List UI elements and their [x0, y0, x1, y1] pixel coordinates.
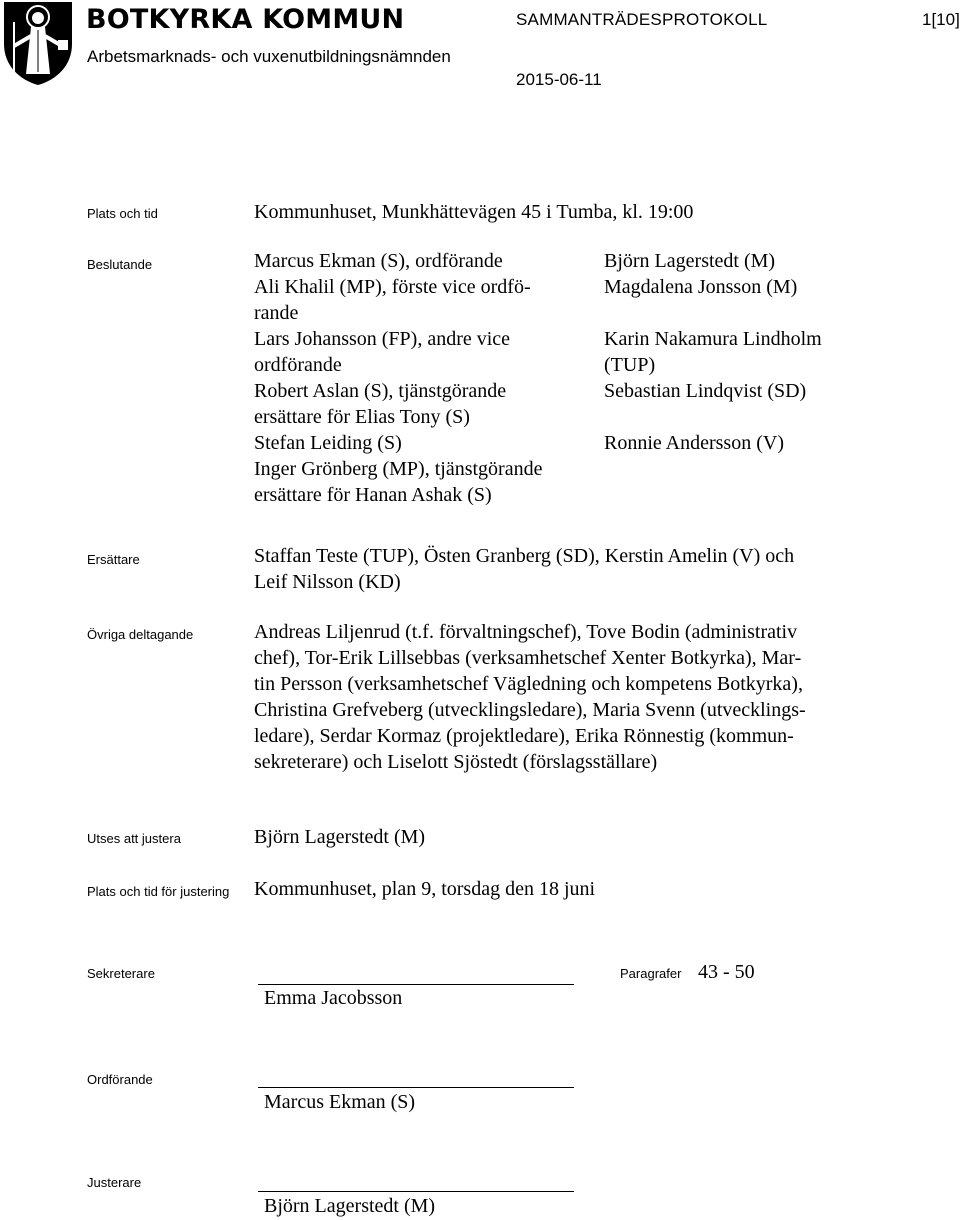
secretary-label: Sekreterare [87, 966, 155, 981]
paragraphs-label: Paragrafer [620, 966, 682, 981]
paragraphs-value: 43 - 50 [698, 961, 755, 983]
chair-label: Ordförande [87, 1072, 153, 1087]
department-name: Arbetsmarknads- och vuxenutbildningsnämnden [87, 47, 451, 66]
member-line: Robert Aslan (S), tjänstgörande [254, 380, 507, 402]
member-line: Ali Khalil (MP), förste vice ordfö- [254, 276, 531, 298]
member-line: ordförande [254, 354, 342, 376]
organization-name: BOTKYRKA KOMMUN [86, 4, 405, 35]
adjust-place-time-label: Plats och tid för justering [87, 884, 230, 899]
text-line: tin Persson (verksamhetschef Vägledning och kompetens Botkyrka), [254, 673, 803, 695]
member-line: Inger Grönberg (MP), tjänstgörande [254, 458, 543, 480]
text-line: Andreas Liljenrud (t.f. förvaltningschef), Tove Bodin (administrativ [254, 621, 798, 643]
text-line: Leif Nilsson (KD) [254, 571, 401, 593]
other-participants-text [254, 619, 806, 775]
member-line: ersättare för Hanan Ashak (S) [254, 484, 492, 506]
coat-of-arms-logo [2, 0, 74, 86]
adjuster-signature-line [258, 1191, 574, 1192]
adjuster-label: Utses att justera [87, 831, 181, 846]
substitutes-text [254, 543, 794, 595]
member-line: Sebastian Lindqvist (SD) [604, 380, 807, 402]
adjuster-signature-name: Björn Lagerstedt (M) [264, 1195, 436, 1217]
chair-name: Marcus Ekman (S) [264, 1091, 416, 1113]
member-line: (TUP) [604, 354, 656, 376]
member-line: Björn Lagerstedt (M) [604, 250, 776, 272]
adjuster-signature-label: Justerare [87, 1175, 142, 1190]
decision-makers-label: Beslutande [87, 257, 153, 272]
meeting-date: 2015-06-11 [516, 70, 602, 89]
member-line: rande [254, 302, 299, 324]
adjuster-value: Björn Lagerstedt (M) [254, 826, 426, 848]
text-line: Christina Grefveberg (utvecklingsledare), Maria Svenn (utvecklings- [254, 699, 806, 721]
other-participants-label: Övriga deltagande [87, 627, 194, 642]
substitutes-label: Ersättare [87, 552, 140, 567]
decision-makers-left-column [254, 248, 542, 508]
place-time-label: Plats och tid [87, 206, 158, 221]
member-line: Stefan Leiding (S) [254, 432, 402, 454]
text-line: Staffan Teste (TUP), Östen Granberg (SD), Kerstin Amelin (V) och [254, 545, 795, 567]
page-number: 1[10] [922, 10, 960, 29]
document-type: SAMMANTRÄDESPROTOKOLL [516, 10, 768, 29]
adjust-place-time-value: Kommunhuset, plan 9, torsdag den 18 juni [254, 878, 596, 900]
text-line: sekreterare) och Liselott Sjöstedt (förslagsställare) [254, 751, 658, 773]
member-line: Lars Johansson (FP), andre vice [254, 328, 511, 350]
secretary-name: Emma Jacobsson [264, 987, 403, 1009]
chair-signature-line [258, 1087, 574, 1088]
member-line: ersättare för Elias Tony (S) [254, 406, 470, 428]
text-line: chef), Tor-Erik Lillsebbas (verksamhetschef Xenter Botkyrka), Mar- [254, 647, 802, 669]
text-line: ledare), Serdar Kormaz (projektledare), Erika Rönnestig (kommun- [254, 725, 794, 747]
member-line: Karin Nakamura Lindholm [604, 328, 822, 350]
place-time-value: Kommunhuset, Munkhättevägen 45 i Tumba, kl. 19:00 [254, 201, 694, 223]
member-line: Magdalena Jonsson (M) [604, 276, 798, 298]
member-line: Ronnie Andersson (V) [604, 432, 784, 454]
member-line: Marcus Ekman (S), ordförande [254, 250, 503, 272]
